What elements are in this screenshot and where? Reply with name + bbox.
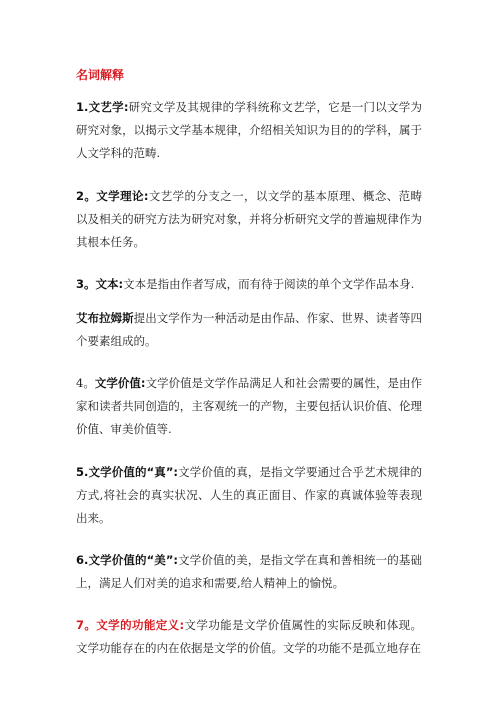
definition-paragraph bbox=[76, 96, 422, 165]
definition-term: 6.文学价值的“美”: bbox=[76, 553, 179, 567]
definition-text: 文学价值的美，是指文学在真和善相统一的基础上，满足人们对美的追求和需要,给人精神上的愉悦。 bbox=[76, 553, 422, 590]
definition-term: 3。文本: bbox=[76, 277, 124, 291]
definition-term: 7。文学的功能定义: bbox=[76, 618, 185, 632]
definition-text: 文学功能是文学价值属性的实际反映和体现。文学功能存在的内在依据是文学的价值。文学的功能不是孤立地存在 bbox=[76, 618, 422, 655]
definition-term: 艾布拉姆斯 bbox=[76, 311, 134, 325]
definition-text: 研究文学及其规律的学科统称文艺学，它是一门以文学为研究对象，以揭示文学基本规律，介绍相关知识为目的的学科，属于人文学科的范畴. bbox=[76, 100, 422, 160]
definition-term: 文学价值: bbox=[94, 376, 146, 390]
definition-paragraph bbox=[76, 307, 422, 353]
definition-paragraph bbox=[76, 372, 422, 441]
definition-number: 4。 bbox=[76, 376, 95, 390]
definition-text: 文学价值是文学作品满足人和社会需要的属性，是由作家和读者共同创造的，主客观统一的产物，主要包括认识价值、伦理价值、审美价值等. bbox=[76, 376, 422, 436]
definition-paragraph bbox=[76, 549, 422, 595]
definition-text: 文艺学的分支之一，以文学的基本原理、概念、范畴以及相关的研究方法为研究对象，并将分析研究文学的普遍规律作为其根本任务。 bbox=[76, 189, 422, 249]
definition-text: 文本是指由作者写成，而有待于阅读的单个文学作品本身. bbox=[123, 277, 415, 291]
definition-term: 1.文艺学: bbox=[76, 100, 129, 114]
definition-term: 5.文学价值的“真”: bbox=[76, 465, 179, 479]
definition-text: 提出文学作为一种活动是由作品、作家、世界、读者等四个要素组成的。 bbox=[76, 311, 422, 348]
section-heading: 名词解释 bbox=[76, 68, 125, 82]
definition-paragraph bbox=[76, 273, 422, 296]
definition-paragraph bbox=[76, 461, 422, 530]
definition-paragraph bbox=[76, 185, 422, 254]
definition-paragraph bbox=[76, 614, 422, 660]
definition-term: 2。文学理论: bbox=[76, 189, 149, 203]
definition-text: 文学价值的真，是指文学要通过合乎艺术规律的方式,将社会的真实状况、人生的真正面目、作家的真诚体验等表现出来。 bbox=[76, 465, 422, 525]
